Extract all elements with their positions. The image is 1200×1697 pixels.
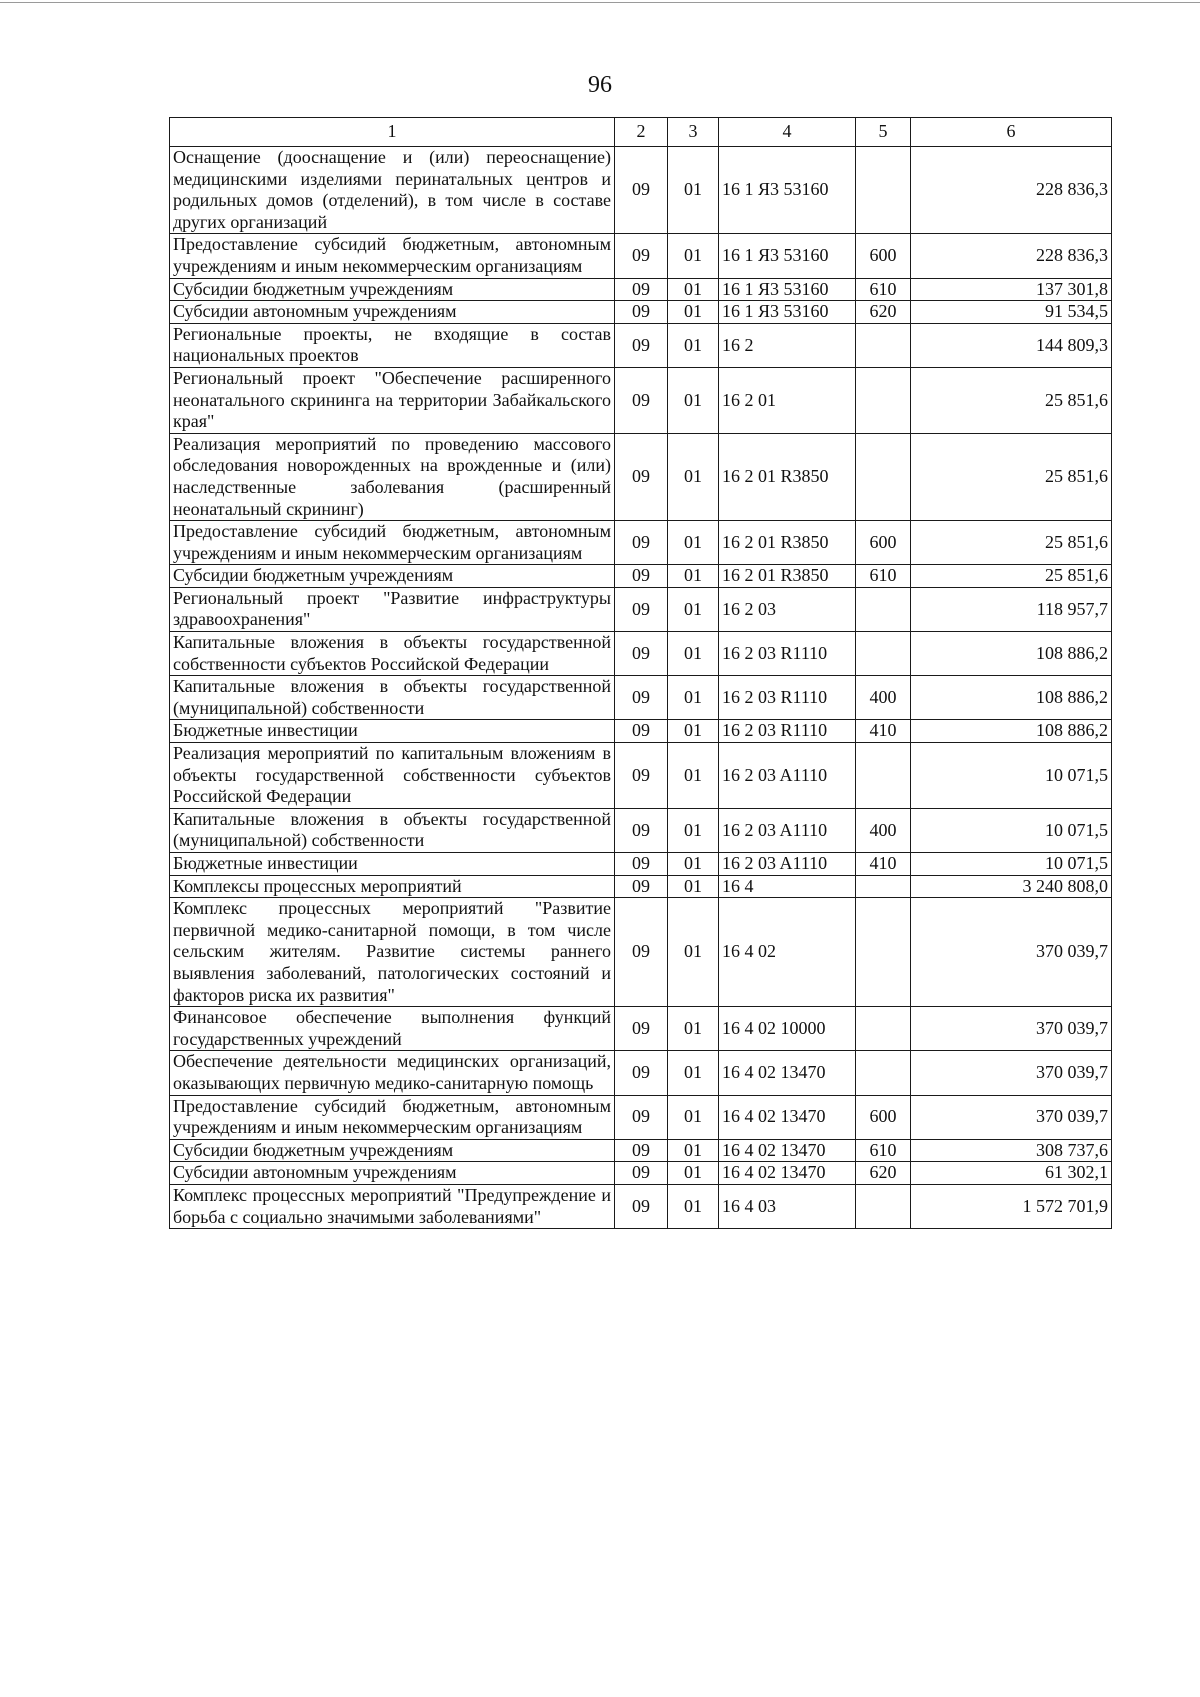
row-expense-type: 400 (856, 808, 911, 852)
row-amount: 1 572 701,9 (911, 1184, 1112, 1228)
row-name: Субсидии бюджетным учреждениям (170, 1139, 615, 1162)
row-name: Региональные проекты, не входящие в состав национальных проектов (170, 323, 615, 367)
row-target-article: 16 2 01 R3850 (719, 565, 856, 588)
row-section-code: 09 (615, 1139, 668, 1162)
table-row (170, 433, 1112, 520)
table-row (170, 632, 1112, 676)
row-amount: 118 957,7 (911, 587, 1112, 631)
row-section-code: 09 (615, 521, 668, 565)
row-subsection-code: 01 (668, 278, 719, 301)
row-name: Региональный проект "Обеспечение расширенного неонатального скрининга на территории Забайкальского края" (170, 367, 615, 433)
row-section-code: 09 (615, 853, 668, 876)
row-name: Предоставление субсидий бюджетным, автономным учреждениям и иным некоммерческим организациям (170, 234, 615, 278)
row-section-code: 09 (615, 898, 668, 1007)
table-row (170, 808, 1112, 852)
row-target-article: 16 4 02 13470 (719, 1162, 856, 1185)
header-col-1: 1 (170, 118, 615, 147)
row-subsection-code: 01 (668, 367, 719, 433)
row-expense-type: 620 (856, 1162, 911, 1185)
table-row (170, 301, 1112, 324)
row-amount: 370 039,7 (911, 898, 1112, 1007)
row-section-code: 09 (615, 720, 668, 743)
row-target-article: 16 1 Я3 53160 (719, 234, 856, 278)
row-section-code: 09 (615, 433, 668, 520)
row-expense-type (856, 433, 911, 520)
header-col-3: 3 (668, 118, 719, 147)
row-subsection-code: 01 (668, 1162, 719, 1185)
row-target-article: 16 2 01 R3850 (719, 433, 856, 520)
row-amount: 108 886,2 (911, 720, 1112, 743)
table-row (170, 743, 1112, 809)
row-target-article: 16 4 02 13470 (719, 1051, 856, 1095)
row-amount: 25 851,6 (911, 565, 1112, 588)
table-row (170, 1051, 1112, 1095)
row-target-article: 16 2 03 R1110 (719, 720, 856, 743)
row-expense-type (856, 875, 911, 898)
row-amount: 25 851,6 (911, 367, 1112, 433)
row-expense-type (856, 632, 911, 676)
row-amount: 3 240 808,0 (911, 875, 1112, 898)
row-name: Комплекс процессных мероприятий "Предупреждение и борьба с социально значимыми заболеваниями" (170, 1184, 615, 1228)
row-target-article: 16 1 Я3 53160 (719, 278, 856, 301)
row-target-article: 16 4 02 13470 (719, 1095, 856, 1139)
table-row (170, 1095, 1112, 1139)
row-name: Реализация мероприятий по капитальным вложениям в объекты государственной собственности субъектов Российской Федерации (170, 743, 615, 809)
row-expense-type: 610 (856, 278, 911, 301)
table-row (170, 367, 1112, 433)
row-target-article: 16 4 02 13470 (719, 1139, 856, 1162)
row-subsection-code: 01 (668, 1184, 719, 1228)
header-col-6: 6 (911, 118, 1112, 147)
table-row (170, 1139, 1112, 1162)
row-expense-type: 600 (856, 1095, 911, 1139)
row-section-code: 09 (615, 147, 668, 234)
row-section-code: 09 (615, 565, 668, 588)
table-row (170, 278, 1112, 301)
row-subsection-code: 01 (668, 301, 719, 324)
row-section-code: 09 (615, 1162, 668, 1185)
row-amount: 61 302,1 (911, 1162, 1112, 1185)
row-name: Субсидии бюджетным учреждениям (170, 565, 615, 588)
row-expense-type (856, 1007, 911, 1051)
row-amount: 308 737,6 (911, 1139, 1112, 1162)
row-target-article: 16 4 03 (719, 1184, 856, 1228)
row-target-article: 16 2 03 A1110 (719, 853, 856, 876)
row-name: Капитальные вложения в объекты государственной собственности субъектов Российской Федерации (170, 632, 615, 676)
row-name: Оснащение (дооснащение и (или) переоснащение) медицинскими изделиями перинатальных центров и родильных домов (отделений), в том числе в составе других организаций (170, 147, 615, 234)
row-amount: 108 886,2 (911, 632, 1112, 676)
row-subsection-code: 01 (668, 676, 719, 720)
row-name: Субсидии бюджетным учреждениям (170, 278, 615, 301)
row-section-code: 09 (615, 676, 668, 720)
row-section-code: 09 (615, 1184, 668, 1228)
row-section-code: 09 (615, 1007, 668, 1051)
row-subsection-code: 01 (668, 1007, 719, 1051)
header-col-5: 5 (856, 118, 911, 147)
row-target-article: 16 2 01 R3850 (719, 521, 856, 565)
row-amount: 370 039,7 (911, 1051, 1112, 1095)
row-expense-type (856, 1051, 911, 1095)
row-target-article: 16 1 Я3 53160 (719, 301, 856, 324)
row-expense-type: 610 (856, 565, 911, 588)
row-name: Бюджетные инвестиции (170, 720, 615, 743)
row-amount: 228 836,3 (911, 147, 1112, 234)
row-section-code: 09 (615, 278, 668, 301)
row-subsection-code: 01 (668, 323, 719, 367)
table-row (170, 521, 1112, 565)
row-name: Субсидии автономным учреждениям (170, 1162, 615, 1185)
row-expense-type: 610 (856, 1139, 911, 1162)
row-expense-type (856, 1184, 911, 1228)
table-row (170, 720, 1112, 743)
row-expense-type (856, 367, 911, 433)
row-amount: 10 071,5 (911, 808, 1112, 852)
row-name: Капитальные вложения в объекты государственной (муниципальной) собственности (170, 808, 615, 852)
row-amount: 10 071,5 (911, 853, 1112, 876)
page-number: 96 (588, 72, 612, 98)
row-subsection-code: 01 (668, 632, 719, 676)
row-expense-type: 620 (856, 301, 911, 324)
row-target-article: 16 2 01 (719, 367, 856, 433)
table-row (170, 853, 1112, 876)
row-subsection-code: 01 (668, 565, 719, 588)
row-target-article: 16 1 Я3 53160 (719, 147, 856, 234)
row-subsection-code: 01 (668, 743, 719, 809)
row-expense-type: 600 (856, 234, 911, 278)
row-section-code: 09 (615, 743, 668, 809)
row-amount: 137 301,8 (911, 278, 1112, 301)
header-col-2: 2 (615, 118, 668, 147)
row-section-code: 09 (615, 587, 668, 631)
row-name: Предоставление субсидий бюджетным, автономным учреждениям и иным некоммерческим организациям (170, 1095, 615, 1139)
row-expense-type: 410 (856, 720, 911, 743)
row-subsection-code: 01 (668, 234, 719, 278)
row-target-article: 16 2 03 R1110 (719, 676, 856, 720)
row-expense-type (856, 743, 911, 809)
row-name: Бюджетные инвестиции (170, 853, 615, 876)
row-subsection-code: 01 (668, 147, 719, 234)
row-subsection-code: 01 (668, 1139, 719, 1162)
row-expense-type (856, 323, 911, 367)
row-section-code: 09 (615, 1095, 668, 1139)
row-subsection-code: 01 (668, 808, 719, 852)
table-row (170, 676, 1112, 720)
row-expense-type (856, 147, 911, 234)
row-target-article: 16 2 03 R1110 (719, 632, 856, 676)
row-expense-type: 410 (856, 853, 911, 876)
row-section-code: 09 (615, 632, 668, 676)
row-target-article: 16 2 03 A1110 (719, 743, 856, 809)
row-section-code: 09 (615, 1051, 668, 1095)
table-row (170, 1007, 1112, 1051)
row-name: Региональный проект "Развитие инфраструктуры здравоохранения" (170, 587, 615, 631)
table-row (170, 875, 1112, 898)
row-amount: 25 851,6 (911, 521, 1112, 565)
row-expense-type (856, 898, 911, 1007)
row-expense-type: 400 (856, 676, 911, 720)
row-section-code: 09 (615, 234, 668, 278)
row-subsection-code: 01 (668, 521, 719, 565)
scan-edge-line (0, 2, 1200, 3)
row-amount: 91 534,5 (911, 301, 1112, 324)
row-name: Реализация мероприятий по проведению массового обследования новорожденных на врожденные и (или) наследственные заболевания (расширенный неонатальный скрининг) (170, 433, 615, 520)
table-row (170, 587, 1112, 631)
row-subsection-code: 01 (668, 875, 719, 898)
row-subsection-code: 01 (668, 1051, 719, 1095)
table-header-row (170, 118, 1112, 147)
table-row (170, 898, 1112, 1007)
table-row (170, 323, 1112, 367)
row-target-article: 16 4 02 10000 (719, 1007, 856, 1051)
row-section-code: 09 (615, 808, 668, 852)
row-subsection-code: 01 (668, 433, 719, 520)
row-name: Комплексы процессных мероприятий (170, 875, 615, 898)
row-amount: 10 071,5 (911, 743, 1112, 809)
row-name: Субсидии автономным учреждениям (170, 301, 615, 324)
table-row (170, 147, 1112, 234)
row-amount: 25 851,6 (911, 433, 1112, 520)
row-target-article: 16 2 (719, 323, 856, 367)
row-target-article: 16 2 03 A1110 (719, 808, 856, 852)
row-name: Комплекс процессных мероприятий "Развитие первичной медико-санитарной помощи, в том числе сельским жителям. Развитие системы раннего выявления заболеваний, патологических состояний и факторов риска их развития" (170, 898, 615, 1007)
row-section-code: 09 (615, 301, 668, 324)
row-section-code: 09 (615, 367, 668, 433)
table-row (170, 565, 1112, 588)
header-col-4: 4 (719, 118, 856, 147)
row-name: Предоставление субсидий бюджетным, автономным учреждениям и иным некоммерческим организациям (170, 521, 615, 565)
table-row (170, 1184, 1112, 1228)
row-target-article: 16 4 02 (719, 898, 856, 1007)
row-subsection-code: 01 (668, 720, 719, 743)
row-amount: 144 809,3 (911, 323, 1112, 367)
row-subsection-code: 01 (668, 853, 719, 876)
row-subsection-code: 01 (668, 587, 719, 631)
row-expense-type: 600 (856, 521, 911, 565)
budget-table (169, 117, 1112, 1229)
table-row (170, 234, 1112, 278)
row-target-article: 16 2 03 (719, 587, 856, 631)
row-amount: 370 039,7 (911, 1007, 1112, 1051)
table-body (170, 147, 1112, 1229)
row-amount: 108 886,2 (911, 676, 1112, 720)
row-section-code: 09 (615, 323, 668, 367)
table-row (170, 1162, 1112, 1185)
row-amount: 228 836,3 (911, 234, 1112, 278)
row-name: Финансовое обеспечение выполнения функций государственных учреждений (170, 1007, 615, 1051)
row-amount: 370 039,7 (911, 1095, 1112, 1139)
row-section-code: 09 (615, 875, 668, 898)
row-subsection-code: 01 (668, 898, 719, 1007)
row-target-article: 16 4 (719, 875, 856, 898)
row-name: Обеспечение деятельности медицинских организаций, оказывающих первичную медико-санитарную помощь (170, 1051, 615, 1095)
row-expense-type (856, 587, 911, 631)
row-subsection-code: 01 (668, 1095, 719, 1139)
row-name: Капитальные вложения в объекты государственной (муниципальной) собственности (170, 676, 615, 720)
